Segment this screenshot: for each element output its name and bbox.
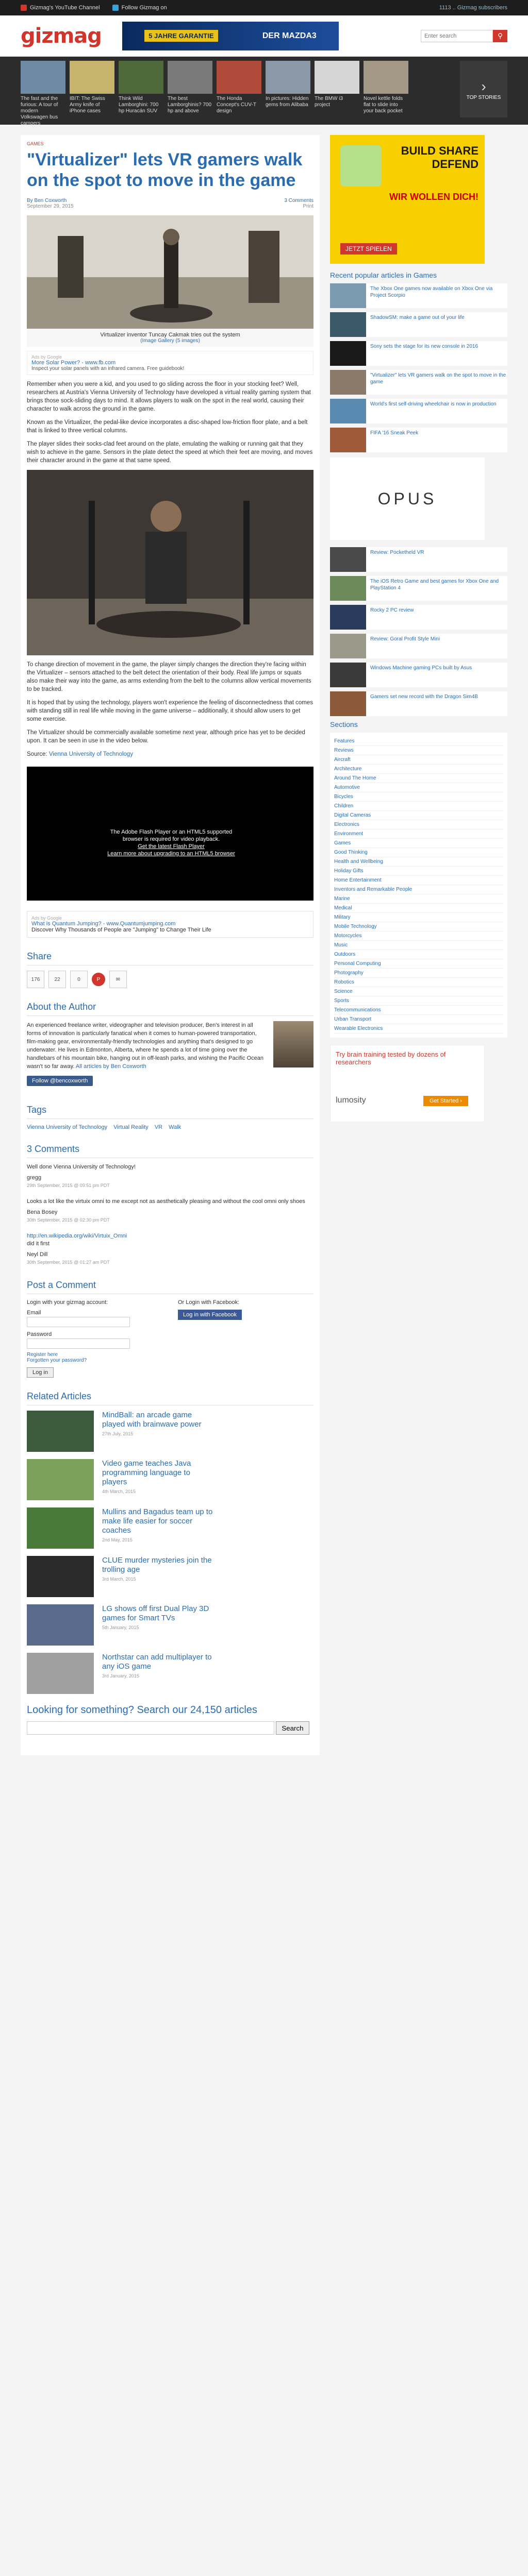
related-thumbnail — [27, 1604, 94, 1646]
tag-link[interactable]: VR — [154, 1124, 163, 1130]
article-body — [21, 380, 320, 758]
related-thumbnail — [27, 1459, 94, 1500]
section-link[interactable]: Automotive — [334, 783, 503, 792]
search-input[interactable] — [421, 30, 493, 42]
popular-heading: Recent popular articles in Games — [330, 271, 437, 279]
section-link[interactable]: Games — [334, 839, 503, 848]
popular-item[interactable] — [330, 312, 507, 337]
section-link[interactable]: Environment — [334, 829, 503, 839]
pinterest-icon: P — [96, 976, 101, 982]
popular-thumbnail — [330, 312, 366, 337]
comment — [27, 1198, 314, 1224]
related-date: 3rd March, 2015 — [102, 1577, 136, 1582]
article-date: September 29, 2015 — [27, 204, 74, 209]
ad-link[interactable]: More Solar Power? - www.fb.com — [31, 360, 116, 366]
popular-title[interactable]: Gamers set new record with the Dragon Sim4B — [370, 694, 478, 700]
twitter-share-button[interactable] — [48, 971, 66, 988]
section-link[interactable]: Urban Transport — [334, 1015, 503, 1024]
paragraph: To change direction of movement in the game, the player simply changes the direction they're facing within the Virtualizer – sensors attached to the belt detect the orientation of their body. Real life jumps or squats also make their way into the game, as arms extending from the belt to the columns allow vertical movements to be tracked. — [27, 662, 311, 692]
bottom-ad[interactable] — [27, 911, 314, 938]
comment-link[interactable]: http://en.wikipedia.org/wiki/Virtuix_Omni — [27, 1233, 127, 1239]
facebook-login-label: Or Login with Facebook: — [178, 1299, 240, 1306]
section-link[interactable]: Music — [334, 941, 503, 950]
popular-item[interactable] — [330, 663, 507, 687]
popular-item[interactable] — [330, 634, 507, 658]
carousel-card[interactable] — [21, 61, 65, 126]
section-link[interactable]: Digital Cameras — [334, 811, 503, 820]
section-link[interactable]: Sports — [334, 996, 503, 1006]
gallery-link[interactable]: (Image Gallery (5 images) — [140, 338, 200, 344]
paragraph: Known as the Virtualizer, the pedal-like device incorporates a disc-shaped low-friction floor plate, and a belt that is linked to three vertical columns. — [27, 419, 308, 434]
lead-photo-art — [27, 215, 314, 329]
register-link[interactable]: Register here — [27, 1352, 58, 1358]
tag-link[interactable]: Vienna University of Technology — [27, 1124, 108, 1130]
next-label: TOP STORIES — [466, 94, 501, 100]
card-title: The fast and the furious: A tour of modern Volkswagen bus campers — [21, 96, 58, 126]
youtube-promo[interactable] — [21, 5, 100, 11]
article-search — [27, 1704, 314, 1735]
ad-label: Ads by Google — [31, 354, 62, 360]
popular-title[interactable]: Sony sets the stage for its new console in 2016 — [370, 344, 478, 349]
related-date: 4th March, 2015 — [102, 1489, 136, 1494]
source — [27, 750, 314, 758]
login-button[interactable]: Log in — [27, 1367, 54, 1378]
section-link[interactable]: Wearable Electronics — [334, 1024, 503, 1033]
post-comment-form — [27, 1299, 314, 1378]
ad-text: WIR WOLLEN DICH! — [389, 192, 478, 202]
section-link[interactable]: Mobile Technology — [334, 922, 503, 931]
youtube-icon — [21, 5, 27, 11]
follow-author-button[interactable]: Follow @bencoxworth — [27, 1076, 93, 1086]
popular-item[interactable] — [330, 283, 507, 308]
related-item[interactable] — [27, 1653, 314, 1694]
popular-item[interactable] — [330, 576, 507, 601]
tag-link[interactable]: Virtual Reality — [113, 1124, 148, 1130]
author-box — [27, 1021, 314, 1071]
paragraph: Remember when you were a kid, and you used to go sliding across the floor in your stocking feet? Well, researchers at Austria's Vienna University of Technology have developed a virtual reality gaming system that brings those sock-sliding days to mind. It allows players to walk on the spot in the real world, causing their character to walk across the ground in the game. — [27, 381, 311, 412]
ad-brand: lumosity — [336, 1096, 366, 1105]
inline-ad[interactable] — [27, 351, 314, 375]
related-date: 5th January, 2015 — [102, 1625, 139, 1630]
popular-title[interactable]: Review: Pocketheld VR — [370, 550, 424, 555]
source-label: Source: — [27, 751, 47, 757]
breadcrumb[interactable]: GAMES — [27, 141, 44, 146]
section-link[interactable]: Architecture — [334, 765, 503, 774]
related-heading: Related Articles — [27, 1391, 314, 1405]
twitter-icon — [112, 5, 119, 11]
comment-text: Looks a lot like the virtuix omni to me except not as aesthetically pleasing and without the cool omni only shoes — [27, 1198, 305, 1205]
section-link[interactable]: Good Thinking — [334, 848, 503, 857]
ad-description: Discover Why Thousands of People are "Jumping" to Change Their Life — [31, 927, 211, 933]
comment-author: Neyl Dill — [27, 1251, 48, 1258]
article-search-input[interactable] — [27, 1721, 274, 1735]
popular-item[interactable] — [330, 428, 507, 452]
ad-text: 5 JAHRE GARANTIE — [144, 30, 218, 42]
share-count: 176 — [31, 976, 40, 982]
related-item[interactable] — [27, 1604, 314, 1646]
ad-heading: Try brain training tested by dozens of researchers — [336, 1050, 446, 1066]
search-button[interactable] — [493, 30, 507, 42]
card-thumbnail — [364, 61, 408, 94]
section-link[interactable]: Science — [334, 987, 503, 996]
ad-label: Ads by Google — [31, 916, 62, 921]
body-image[interactable] — [27, 470, 314, 655]
email-share-button[interactable] — [109, 971, 127, 988]
popular-title[interactable]: Rocky 2 PC review — [370, 607, 414, 613]
body-photo-art — [27, 470, 314, 655]
related-item[interactable] — [27, 1507, 314, 1549]
sections-heading: Sections — [330, 720, 358, 728]
related-date: 27th July, 2015 — [102, 1431, 134, 1436]
popular-thumbnail — [330, 576, 366, 601]
share-heading: Share — [27, 951, 314, 965]
popular-list — [330, 283, 507, 452]
related-list — [27, 1411, 314, 1694]
ad-brand: DER MAZDA3 — [262, 31, 317, 40]
password-label: Password — [27, 1331, 52, 1337]
related-title[interactable]: Northstar can add multiplayer to any iOS game — [102, 1653, 212, 1671]
top-bar — [0, 0, 528, 15]
paragraph: It is hoped that by using the technology, players won't experience the feeling of disconnectedness that comes with standing still in real life while moving in the game universe – additionally, it should allow users to get some exercise. — [27, 700, 313, 722]
comment — [27, 1163, 314, 1190]
related-title[interactable]: MindBall: an arcade game played with brainwave power — [102, 1411, 202, 1429]
popular-item[interactable] — [330, 691, 507, 716]
comment — [27, 1232, 314, 1266]
card-thumbnail — [266, 61, 310, 94]
ad-button[interactable]: JETZT SPIELEN — [340, 243, 397, 255]
comment-text: did it first — [27, 1241, 50, 1247]
password-field[interactable] — [27, 1338, 130, 1349]
popular-item[interactable] — [330, 399, 507, 423]
section-link[interactable]: Personal Computing — [334, 959, 503, 969]
section-link[interactable]: Photography — [334, 969, 503, 978]
section-link[interactable]: Electronics — [334, 820, 503, 829]
card-thumbnail — [21, 61, 65, 94]
header — [0, 15, 528, 57]
article-title: "Virtualizer" lets VR gamers walk on the spot to move in the game — [27, 150, 303, 190]
flash-link[interactable]: Get the latest Flash Player — [138, 843, 205, 850]
email-label: Email — [27, 1310, 41, 1316]
related-thumbnail — [27, 1556, 94, 1597]
lead-image[interactable] — [27, 215, 314, 347]
carousel-card[interactable] — [364, 61, 408, 121]
sidebar-ad[interactable] — [330, 135, 485, 264]
card-title: The best Lamborghinis? 700 hp and above — [168, 96, 212, 114]
facebook-login-button[interactable]: Log in with Facebook — [178, 1310, 242, 1320]
header-search — [421, 30, 507, 42]
follow-promo[interactable] — [112, 5, 167, 11]
author-link[interactable]: By Ben Coxworth — [27, 198, 67, 204]
mail-icon: ✉ — [116, 976, 121, 982]
caption-text: Virtualizer inventor Tuncay Cakmak tries out the system — [100, 332, 240, 338]
section-link[interactable]: Medical — [334, 904, 503, 913]
carousel-card[interactable] — [119, 61, 163, 121]
card-title: In pictures: Hidden gems from Alibaba — [266, 96, 309, 108]
popular-thumbnail — [330, 547, 366, 572]
section-link[interactable]: Reviews — [334, 746, 503, 755]
popular-thumbnail — [330, 634, 366, 658]
card-thumbnail — [168, 61, 212, 94]
ad-link[interactable]: What is Quantum Jumping? - www.Quantumjumping.com — [31, 921, 176, 927]
popular-thumbnail — [330, 399, 366, 423]
video-message: The Adobe Flash Player or an HTML5 supported browser is required for video playback. — [110, 829, 233, 842]
related-thumbnail — [27, 1653, 94, 1694]
related-title[interactable]: Mullins and Bagadus team up to make life easier for soccer coaches — [102, 1507, 213, 1535]
comment-time: 30th September, 2015 @ 02:30 pm PDT — [27, 1217, 110, 1223]
subscriber-count[interactable]: 1113 .. Gizmag subscribers — [439, 5, 507, 11]
author-photo — [273, 1021, 314, 1067]
pinterest-share-button[interactable] — [92, 973, 105, 986]
section-link[interactable]: Aircraft — [334, 755, 503, 765]
section-link[interactable]: Telecommunications — [334, 1006, 503, 1015]
comments-heading: 3 Comments — [27, 1144, 314, 1158]
popular-item[interactable] — [330, 370, 507, 395]
comment-author: gregg — [27, 1175, 42, 1181]
popular-title[interactable]: The Xbox One games now available on Xbox One via Project Scorpio — [370, 286, 493, 298]
popular-title[interactable]: ShadowSM: make a game out of your life — [370, 315, 465, 320]
login-label: Login with your gizmag account: — [27, 1299, 108, 1306]
related-date: 3rd January, 2015 — [102, 1673, 139, 1679]
popular-thumbnail — [330, 370, 366, 395]
tag-list — [27, 1124, 314, 1130]
related-item[interactable] — [27, 1556, 314, 1597]
carousel-card[interactable] — [168, 61, 212, 121]
section-link[interactable]: Motorcycles — [334, 931, 503, 941]
comment-time: 29th September, 2015 @ 09:51 pm PDT — [27, 1183, 110, 1188]
carousel-card[interactable] — [217, 61, 261, 121]
popular-item[interactable] — [330, 605, 507, 630]
ad-text: BUILD SHARE DEFEND — [401, 144, 478, 171]
carousel-card[interactable] — [266, 61, 310, 121]
related-date: 2nd May, 2015 — [102, 1537, 133, 1543]
lead-photo — [27, 215, 314, 329]
popular-thumbnail — [330, 341, 366, 366]
ad-character — [340, 145, 382, 187]
section-link[interactable]: Military — [334, 913, 503, 922]
video-notice — [104, 828, 238, 857]
popular-thumbnail — [330, 283, 366, 308]
ad-text: OPUS — [377, 489, 437, 508]
forgot-password-link[interactable]: Forgotten your password? — [27, 1358, 87, 1363]
card-title: IBIT: The Swiss Army knife of iPhone cases — [70, 96, 105, 114]
chevron-right-icon: › — [481, 78, 486, 94]
opus-ad[interactable] — [330, 457, 485, 540]
popular-title[interactable]: Review: Goral Profit Style Mini — [370, 636, 440, 642]
popular-thumbnail — [330, 428, 366, 452]
popular-title[interactable]: FIFA '16 Sneak Peek — [370, 430, 419, 436]
author-articles-link[interactable]: All articles by Ben Coxworth — [75, 1063, 146, 1070]
email-field[interactable] — [27, 1317, 130, 1327]
popular-thumbnail — [330, 691, 366, 716]
popular-item[interactable] — [330, 547, 507, 572]
popular-title[interactable]: "Virtualizer" lets VR gamers walk on the spot to move in the game — [370, 372, 506, 385]
paragraph: The player slides their socks-clad feet around on the plate, emulating the walking or running gait that they wish to achieve in the game. Sensors in the plate detect the speed at which their feet are moving, and moves their character around in the game at that same speed. — [27, 441, 313, 464]
article-column — [21, 135, 320, 1755]
tag-link[interactable]: Walk — [169, 1124, 182, 1130]
section-link[interactable]: Around The Home — [334, 774, 503, 783]
search-heading: Looking for something? Search our 24,150 articles — [27, 1704, 257, 1716]
card-thumbnail — [217, 61, 261, 94]
lumosity-ad[interactable] — [330, 1045, 485, 1122]
top-stories-carousel — [0, 57, 528, 125]
related-thumbnail — [27, 1411, 94, 1452]
sections-list — [330, 733, 507, 1038]
article-search-button[interactable]: Search — [276, 1721, 309, 1735]
related-thumbnail — [27, 1507, 94, 1549]
share-count: 0 — [77, 976, 80, 982]
facebook-share-button[interactable] — [27, 971, 44, 988]
section-link[interactable]: Robotics — [334, 978, 503, 987]
carousel-card[interactable] — [315, 61, 359, 121]
section-link[interactable]: Inventors and Remarkable People — [334, 885, 503, 894]
popular-thumbnail — [330, 605, 366, 630]
comment-time: 30th September, 2015 @ 01:27 am PDT — [27, 1260, 110, 1265]
card-thumbnail — [315, 61, 359, 94]
author-bio: An experienced freelance writer, videographer and television producer, Ben's interest in all forms of innovation is particularly fanatical when it comes to human-powered transportation, film-making gear, environmentally-friendly technologies and anything that's designed to go underwater. He lives in Edmonton, Alberta, where he spends a lot of time going over the handlebars of his mountain bike, hanging out in off-leash parks, and wishing the Pacific Ocean wasn't so far away. — [27, 1022, 264, 1070]
sidebar — [330, 135, 507, 1755]
body-photo — [27, 470, 314, 655]
section-link[interactable]: Outdoors — [334, 950, 503, 959]
image-caption — [27, 329, 314, 347]
popular-list-more — [330, 547, 507, 716]
section-link[interactable]: Bicycles — [334, 792, 503, 802]
comments-link[interactable]: 3 Comments — [284, 198, 314, 204]
card-thumbnail — [119, 61, 163, 94]
logo-text: gizmag — [21, 24, 102, 48]
section-link[interactable]: Holiday Gifts — [334, 867, 503, 876]
header-ad[interactable] — [122, 22, 339, 50]
popular-item[interactable] — [330, 341, 507, 366]
paragraph: The Virtualizer should be commercially available sometime next year, although price has yet to be decided upon. It can be seen in use in the video below. — [27, 730, 305, 744]
section-link[interactable]: Features — [334, 737, 503, 746]
card-title: The Honda Concept's CUV-T design — [217, 96, 256, 114]
ad-button[interactable]: Get Started › — [423, 1096, 468, 1106]
search-icon: ⚲ — [498, 31, 503, 40]
tags-heading: Tags — [27, 1105, 314, 1119]
post-comment-heading: Post a Comment — [27, 1280, 314, 1294]
comment-author: Bena Bosey — [27, 1209, 58, 1215]
print-link[interactable]: Print — [303, 204, 314, 209]
video-player[interactable] — [27, 767, 314, 901]
comment-text: Well done Vienna University of Technology! — [27, 1164, 136, 1170]
related-item[interactable] — [27, 1459, 314, 1500]
share-bar — [27, 971, 314, 988]
section-link[interactable]: Marine — [334, 894, 503, 904]
article-meta — [27, 198, 314, 209]
card-title: Novel kettle folds flat to slide into your back pocket — [364, 96, 403, 114]
carousel-card[interactable] — [70, 61, 114, 121]
author-heading: About the Author — [27, 1002, 314, 1016]
share-count: 22 — [54, 976, 60, 982]
popular-title[interactable]: Windows Machine gaming PCs built by Asus — [370, 665, 472, 671]
section-link[interactable]: Children — [334, 802, 503, 811]
card-title: The BMW i3 project — [315, 96, 343, 108]
popular-thumbnail — [330, 663, 366, 687]
section-link[interactable]: Home Entertainment — [334, 876, 503, 885]
section-link[interactable]: Health and Wellbeing — [334, 857, 503, 867]
source-link[interactable]: Vienna University of Technology — [48, 751, 134, 757]
html5-link[interactable]: Learn more about upgrading to an HTML5 browser — [107, 851, 235, 857]
googleplus-share-button[interactable] — [70, 971, 88, 988]
promo-label: Follow Gizmag on — [121, 5, 167, 11]
related-item[interactable] — [27, 1411, 314, 1452]
related-title[interactable]: CLUE murder mysteries join the trolling age — [102, 1556, 212, 1574]
content — [0, 125, 528, 1755]
carousel-next-button[interactable] — [460, 61, 507, 117]
popular-title[interactable]: The iOS Retro Game and best games for Xbox One and PlayStation 4 — [370, 579, 499, 591]
ad-description: Inspect your solar panels with an infrared camera. Free guidebook! — [31, 366, 185, 371]
popular-title[interactable]: World's first self-driving wheelchair is now in production — [370, 401, 497, 407]
site-logo[interactable] — [21, 24, 102, 48]
card-title: Think Wild Lamborghini: 700 hp Huracán SUV — [119, 96, 159, 114]
related-title[interactable]: Video game teaches Java programming language to players — [102, 1459, 191, 1486]
promo-label: Gizmag's YouTube Channel — [30, 5, 100, 11]
related-title[interactable]: LG shows off first Dual Play 3D games for Smart TVs — [102, 1604, 209, 1622]
card-thumbnail — [70, 61, 114, 94]
